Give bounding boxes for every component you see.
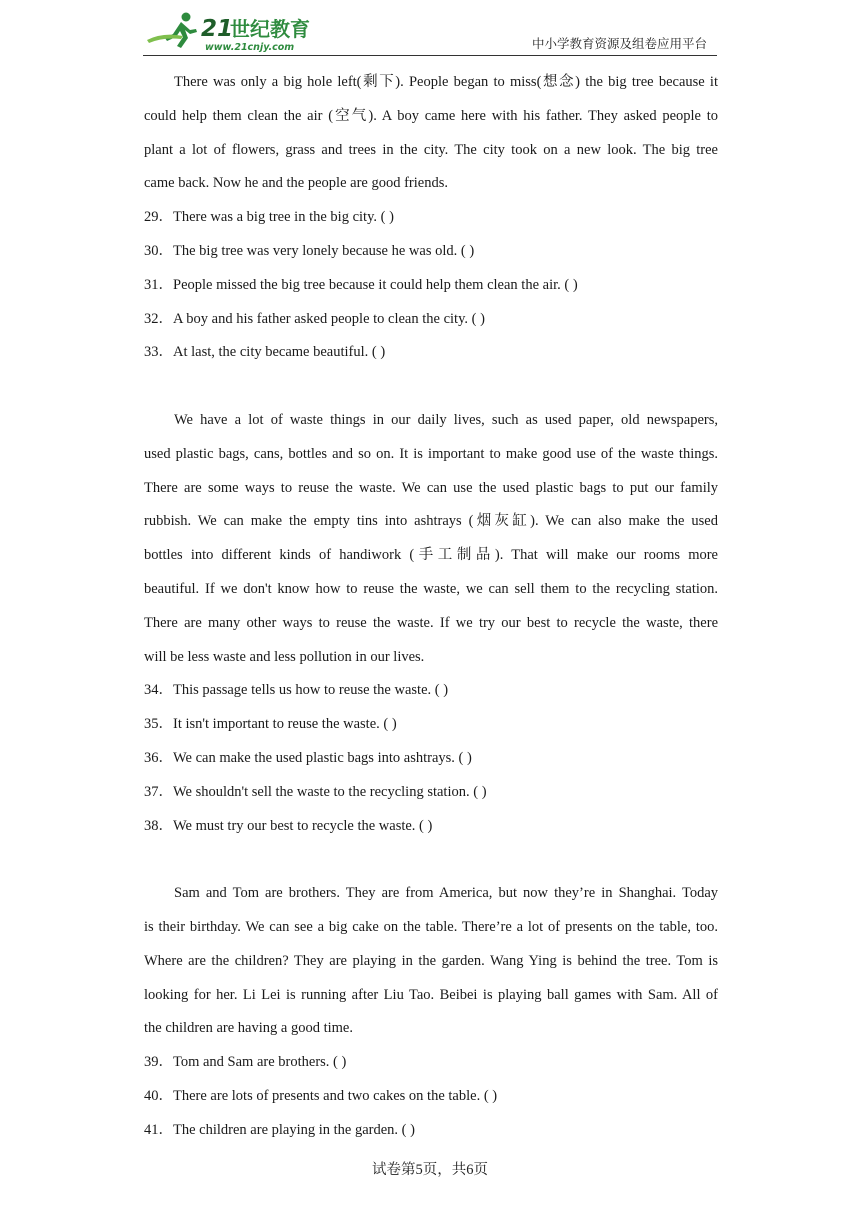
question-text: We shouldn't sell the waste to the recycling station. ( ) — [173, 783, 487, 800]
svg-text:世纪教育: 世纪教育 — [230, 17, 310, 41]
question-text: Tom and Sam are brothers. ( ) — [173, 1054, 347, 1071]
question-item — [144, 776, 718, 810]
passage-2 — [144, 404, 718, 674]
site-logo — [143, 10, 318, 54]
question-number: 35． — [144, 716, 173, 733]
question-group-3 — [144, 1046, 718, 1147]
passage-line: came back. Now he and the people are good friends. — [144, 175, 448, 192]
question-item — [144, 810, 718, 844]
question-text: We can make the used plastic bags into ashtrays. ( ) — [173, 749, 472, 766]
passage-line: looking for her. Li Lei is running after Liu Tao. Beibei is playing ball games with Sam. All of — [144, 986, 718, 1003]
question-text: A boy and his father asked people to clean the city. ( ) — [173, 310, 485, 327]
question-text: There are lots of presents and two cakes on the table. ( ) — [173, 1087, 498, 1104]
question-item — [144, 201, 718, 235]
passage-3 — [144, 877, 718, 1046]
question-item — [144, 674, 718, 708]
page-footer: 试卷第5页，共6页 — [372, 1162, 488, 1178]
question-number: 38． — [144, 817, 173, 834]
question-text: The children are playing in the garden. ( ) — [173, 1121, 415, 1138]
passage-line: used plastic bags, cans, bottles and so on. It is important to make good use of the waste things. — [144, 445, 718, 462]
question-item — [144, 1080, 718, 1114]
passage-1 — [144, 66, 718, 201]
question-number: 37． — [144, 783, 173, 800]
passage-line: There was only a big hole left(剩下). People began to miss(想念) the big tree because it — [174, 74, 718, 90]
passage-line: We have a lot of waste things in our daily lives, such as used paper, old newspapers, — [174, 411, 718, 428]
question-group-2 — [144, 674, 718, 843]
question-text: We must try our best to recycle the waste. ( ) — [173, 817, 433, 834]
page-header — [143, 8, 717, 56]
spacer — [144, 370, 718, 404]
question-number: 33． — [144, 344, 173, 361]
passage-line: could help them clean the air (空气). A boy came here with his father. They asked people to — [144, 107, 718, 124]
passage-line: rubbish. We can make the empty tins into ashtrays (烟灰缸). We can also make the used — [144, 513, 718, 530]
platform-label: 中小学教育资源及组卷应用平台 — [531, 36, 707, 51]
question-text: There was a big tree in the big city. ( ) — [173, 209, 394, 226]
question-item — [144, 742, 718, 776]
question-item — [144, 1046, 718, 1080]
svg-text:21: 21 — [201, 16, 234, 42]
passage-line: the children are having a good time. — [144, 1020, 353, 1037]
passage-line: beautiful. If we don't know how to reuse the waste, we can sell them to the recycling station. — [144, 580, 718, 597]
question-number: 32． — [144, 310, 173, 327]
question-number: 29． — [144, 209, 173, 226]
question-item — [144, 1114, 718, 1148]
question-text: People missed the big tree because it could help them clean the air. ( ) — [173, 276, 578, 293]
question-number: 41． — [144, 1121, 173, 1138]
runner-icon — [147, 13, 197, 49]
question-text: This passage tells us how to reuse the waste. ( ) — [173, 682, 449, 699]
passage-line: plant a lot of flowers, grass and trees in the city. The city took on a new look. The big tree — [144, 141, 718, 158]
passage-line: is their birthday. We can see a big cake on the table. There’re a lot of presents on the table, too. — [144, 918, 718, 935]
passage-line: There are many other ways to reuse the waste. If we try our best to recycle the waste, there — [144, 614, 718, 631]
question-number: 36． — [144, 749, 173, 766]
question-item — [144, 303, 718, 337]
question-number: 40． — [144, 1087, 173, 1104]
passage-line: will be less waste and less pollution in our lives. — [144, 648, 425, 665]
question-number: 39． — [144, 1054, 173, 1071]
question-number: 31． — [144, 276, 173, 293]
question-item — [144, 708, 718, 742]
question-number: 34． — [144, 682, 173, 699]
question-item — [144, 269, 718, 303]
question-text: At last, the city became beautiful. ( ) — [173, 344, 386, 361]
question-group-1 — [144, 201, 718, 370]
question-item — [144, 235, 718, 269]
question-text: It isn't important to reuse the waste. ( ) — [173, 716, 397, 733]
question-item — [144, 336, 718, 370]
question-text: The big tree was very lonely because he was old. ( ) — [173, 242, 475, 259]
passage-line: There are some ways to reuse the waste. We can use the used plastic bags to put our family — [144, 479, 718, 496]
spacer — [144, 843, 718, 877]
passage-line: Where are the children? They are playing in the garden. Wang Ying is behind the tree. Tom is — [144, 952, 718, 969]
exam-content — [144, 66, 718, 1148]
passage-line: bottles into different kinds of handiwork (手工制品). That will make our rooms more — [144, 547, 718, 564]
svg-text:www.21cnjy.com: www.21cnjy.com — [205, 42, 295, 53]
question-number: 30． — [144, 242, 173, 259]
passage-line: Sam and Tom are brothers. They are from America, but now they’re in Shanghai. Today — [174, 885, 718, 902]
